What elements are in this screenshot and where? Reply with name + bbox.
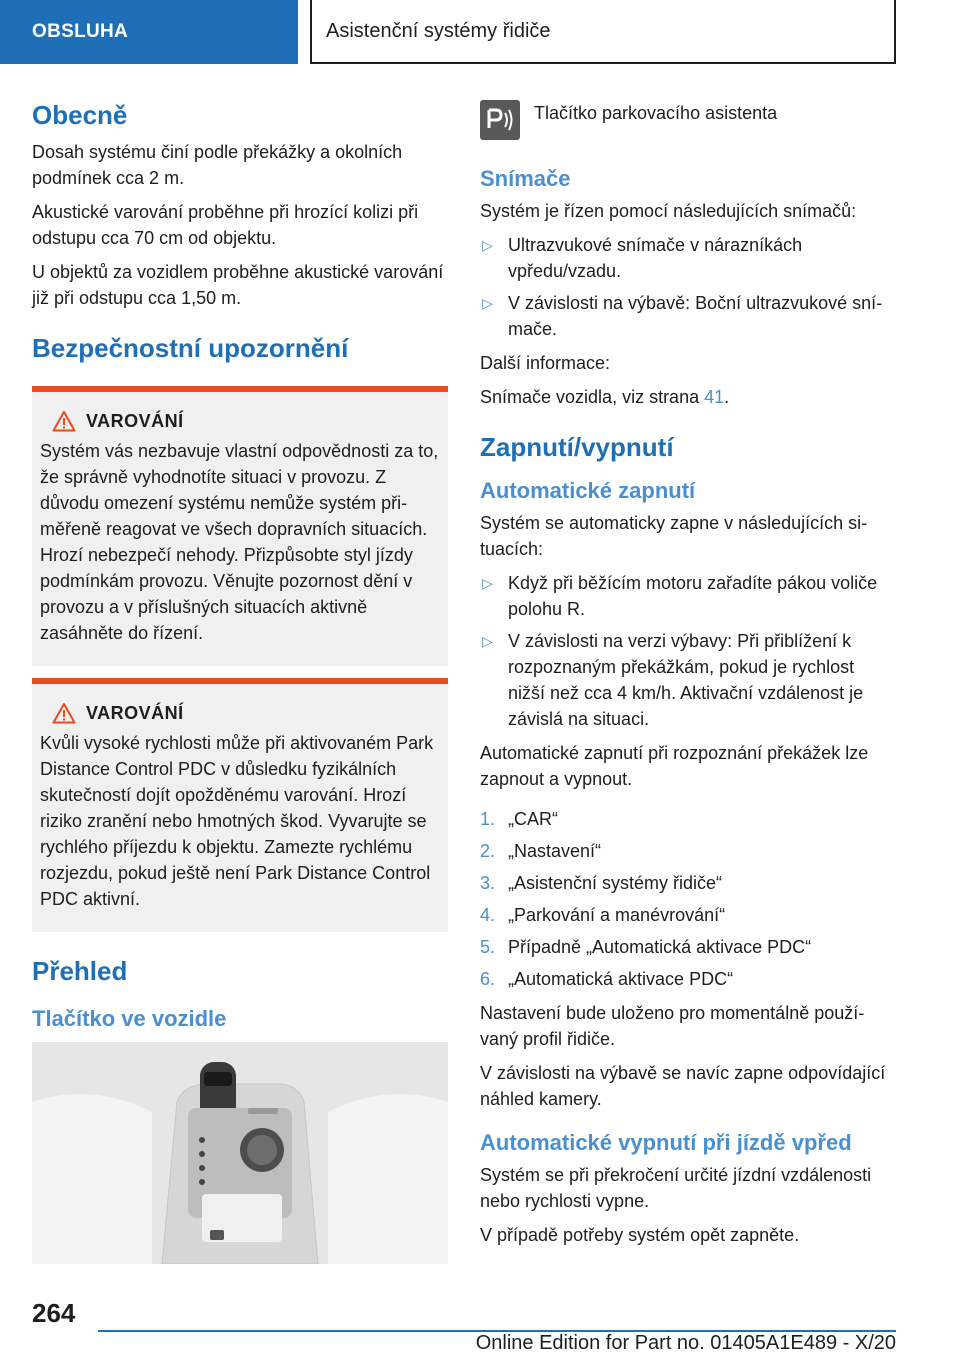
step-number: 3. — [480, 872, 496, 893]
warning-body: Kvůli vysoké rychlosti může při aktivovaném Park Distance Control PDC v důsledku fyzikálních skutečností dojít opožděnému varování. Hrozí riziko zranění nebo hmotných škod. Vyvarujte se rychlého příjezdu k objektu. Zamezte rychlému rozjezdu, pokud ještě není Park Distance Control PDC aktivní. — [40, 733, 434, 910]
triangle-bullet-icon: ▷ — [482, 295, 493, 312]
pdc-button-row — [480, 100, 896, 140]
chapter-header — [310, 0, 896, 64]
auto-on-heading: Automatické zapnutí — [480, 477, 696, 503]
more-info-label: Další informace: — [480, 353, 611, 374]
general-heading: Obecně — [32, 100, 128, 130]
right-column — [480, 100, 896, 1256]
auto-off-paragraph: V případě potřeby systém opět zapněte. — [480, 1225, 800, 1246]
step-item: 3. „Asistenční systémy řidiče“ — [480, 870, 896, 896]
step-item: 1. „CAR“ — [480, 806, 896, 832]
camera-note: V závislosti na výbavě se navíc zapne odpovídající náhled kamery. — [480, 1062, 886, 1109]
auto-on-list — [480, 570, 896, 732]
parking-assistant-button-icon — [480, 100, 520, 140]
step-number: 2. — [480, 840, 496, 861]
warning-body: Systém vás nezbavuje vlastní odpovědnosti za to, že správně vyhodnotíte situaci v provozu. Z důvodu omezení systému nemůže systém přiměřeně reagovat ve všech dopravních situacích. Hrozí nebezpečí nehody. Přizpůsobte styl jízdy podmínkám provozu. Věnujte pozornost dění v provozu a v příslušných situacích aktivně zasáhněte do řízení. — [40, 441, 439, 644]
chapter-title: Asistenční systémy řidiče — [326, 19, 551, 42]
page-number: 264 — [32, 1298, 76, 1328]
warning-box — [32, 386, 448, 666]
section-tab — [0, 0, 298, 64]
warning-title-row — [52, 702, 440, 724]
left-column — [32, 100, 448, 1264]
auto-on-intro: Systém se automaticky zapne v následujících situacích: — [480, 512, 868, 559]
page-reference-link[interactable]: 41 — [704, 387, 725, 408]
center-console-drawing — [32, 1042, 448, 1264]
auto-on-note: Automatické zapnutí při rozpoznání překážek lze zapnout a vypnout. — [480, 742, 869, 789]
step-number: 4. — [480, 904, 496, 925]
settings-steps — [480, 806, 896, 992]
step-item: 2. „Nastavení“ — [480, 838, 896, 864]
triangle-bullet-icon: ▷ — [482, 237, 493, 254]
sensors-list — [480, 232, 896, 342]
settings-note: Nastavení bude uloženo pro momentálně používaný profil řidiče. — [480, 1002, 865, 1049]
step-number: 5. — [480, 936, 496, 957]
general-paragraph: Dosah systému činí podle překážky a okolních podmínek cca 2 m. — [32, 142, 403, 189]
button-heading: Tlačítko ve vozidle — [32, 1005, 227, 1031]
warning-title-row — [52, 410, 440, 432]
park-distance-icon — [483, 103, 517, 137]
warning-triangle-icon — [52, 410, 76, 432]
list-item: ▷ V závislosti na výbavě: Boční ultrazvukové snímače. — [480, 290, 896, 342]
warning-box — [32, 678, 448, 932]
more-info-reference: Snímače vozidla, viz strana 41. — [480, 387, 730, 408]
triangle-bullet-icon: ▷ — [482, 632, 493, 649]
pdc-button-caption: Tlačítko parkovacího asistenta — [534, 103, 778, 123]
overview-heading: Přehled — [32, 956, 128, 987]
list-item: ▷ Když při běžícím motoru zařadíte pákou voliče polohu R. — [480, 570, 896, 622]
auto-off-paragraph: Systém se při překročení určité jízdní vzdálenosti nebo rychlosti vypne. — [480, 1165, 872, 1212]
sensors-heading: Snímače — [480, 166, 571, 191]
warning-title: VAROVÁNÍ — [86, 702, 184, 723]
general-paragraph: Akustické varování proběhne při hrozící kolizi při odstupu cca 70 cm od objektu. — [32, 202, 419, 249]
general-paragraph: U objektů za vozidlem proběhne akustické varování již při odstupu cca 1,50 m. — [32, 262, 444, 309]
warning-title: VAROVÁNÍ — [86, 410, 184, 431]
auto-off-heading: Automatické vypnutí při jízdě vpřed — [480, 1129, 852, 1155]
safety-heading: Bezpečnostní upozornění — [32, 333, 349, 364]
triangle-bullet-icon: ▷ — [482, 574, 493, 591]
warning-triangle-icon — [52, 702, 76, 724]
sensors-intro: Systém je řízen pomocí následujících snímačů: — [480, 201, 857, 222]
list-item: ▷ V závislosti na verzi výbavy: Při přiblížení k rozpoznaným překážkám, pokud je rychlost nižší než cca 4 km/h. Aktivační vzdálenost je závislá na situaci. — [480, 628, 896, 732]
section-label: OBSLUHA — [32, 21, 129, 42]
onoff-heading: Zapnutí/vypnutí — [480, 432, 674, 463]
step-item: 4. „Parkování a manévrování“ — [480, 902, 896, 928]
step-number: 6. — [480, 968, 496, 989]
edition-footer: Online Edition for Part no. 01405A1E489 - X/20 — [475, 1332, 896, 1354]
list-item: ▷ Ultrazvukové snímače v nárazníkách vpředu/vzadu. — [480, 232, 896, 284]
step-item: 6. „Automatická aktivace PDC“ — [480, 966, 896, 992]
step-item: 5. Případně „Automatická aktivace PDC“ — [480, 934, 896, 960]
step-number: 1. — [480, 808, 496, 829]
center-console-illustration — [32, 1042, 448, 1264]
